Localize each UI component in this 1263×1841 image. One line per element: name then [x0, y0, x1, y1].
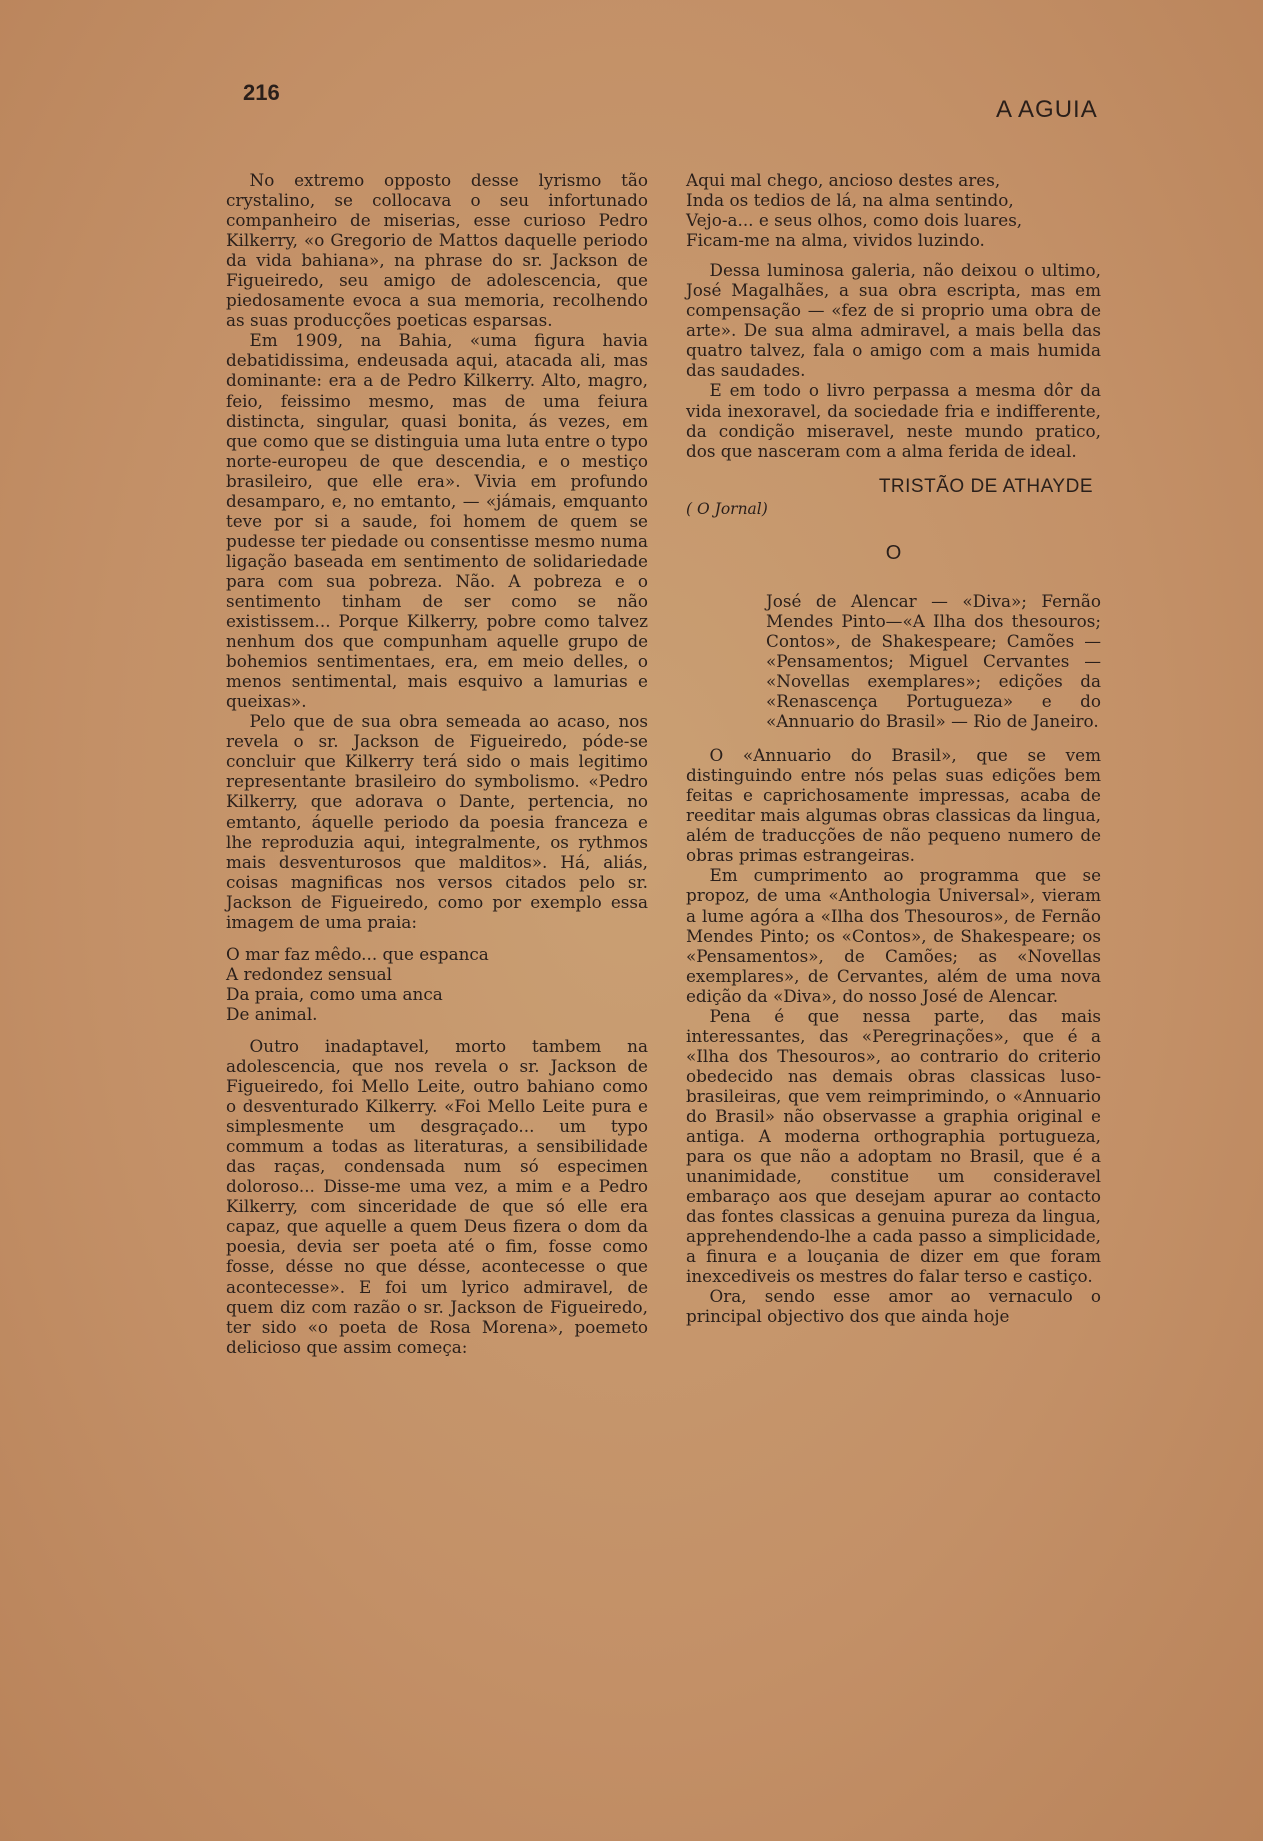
left-column: [226, 170, 648, 1357]
paragraph: Dessa luminosa galeria, não deixou o ultimo, José Magalhães, a sua obra escripta, mas em compensação — «fez de si proprio uma obra de arte». De sua alma admiravel, a mais bella das quatro talvez, fala o amigo com a mais humida das saudades.: [686, 260, 1101, 381]
verse-block: [686, 170, 1101, 250]
paragraph: No extremo opposto desse lyrismo tão crystalino, se collocava o seu infortunado companheiro de miserias, esse curioso Pedro Kilkerry, «o Gregorio de Mattos daquelle periodo da vida bahiana», na phrase do sr. Jackson de Figueiredo, seu amigo de adolescencia, que piedosamente evoca a sua memoria, recolhendo as suas producções poeticas esparsas.: [226, 170, 648, 331]
verse-line: Ficam-me na alma, vividos luzindo.: [686, 230, 985, 251]
paragraph: Outro inadaptavel, morto tambem na adolescencia, que nos revela o sr. Jackson de Figueiredo, foi Mello Leite, outro bahiano como o desventurado Kilkerry. «Foi Mello Leite pura e simplesmente um desgraçado... um typo commum a todas as literaturas, a sensibilidade das raças, condensada num só especimen doloroso... Disse-me uma vez, a mim e a Pedro Kilkerry, com sinceridade de que só elle era capaz, que aquelle a quem Deus fizera o dom da poesia, devia ser poeta até o fim, fosse como fosse, désse no que désse, acontecesse o que acontecesse». E foi um lyrico admiravel, de quem diz com razão o sr. Jackson de Figueiredo, ter sido «o poeta de Rosa Morena», poemeto delicioso que assim começa:: [226, 1035, 648, 1357]
paragraph: Ora, sendo esse amor ao vernaculo o principal objectivo dos que ainda hoje: [686, 1286, 1101, 1327]
verse-block: [226, 944, 648, 1024]
source-citation: ( O Jornal): [686, 499, 768, 518]
verse-line: Aqui mal chego, ancioso destes ares,: [686, 170, 1001, 190]
book-list: José de Alencar — «Diva»; Fernão Mendes Pinto—«A Ilha dos thesouros; Contos», de Shakespeare; Camões — «Pensamentos; Miguel Cervantes — «Novellas exemplares»; edições da «Renascença Portugueza» e do «Annuario do Brasil» — Rio de Janeiro.: [766, 590, 1101, 732]
verse-line: Vejo-a... e seus olhos, como dois luares,: [686, 210, 1023, 231]
paragraph: E em todo o livro perpassa a mesma dôr da vida inexoravel, da sociedade fria e indifferente, da condição miseravel, neste mundo pratico, dos que nasceram com a alma ferida de ideal.: [686, 380, 1101, 461]
signature: TRISTÃO DE ATHAYDE: [878, 475, 1093, 497]
paragraph: O «Annuario do Brasil», que se vem distinguindo entre nós pelas suas edições bem feitas e caprichosamente impressas, acaba de reeditar mais algumas obras classicas da lingua, além de traducções de não pequeno numero de obras primas estrangeiras.: [686, 745, 1101, 866]
paragraph: Em cumprimento ao programma que se propoz, de uma «Anthologia Universal», vieram a lume agóra a «Ilha dos Thesouros», de Fernão Mendes Pinto; os «Contos», de Shakespeare; os «Pensamentos», de Camões; as «Novellas exemplares», de Cervantes, além de uma nova edição da «Diva», do nosso José de Alencar.: [686, 865, 1101, 1006]
paragraph: Pena é que nessa parte, das mais interessantes, das «Peregrinações», que é a «Ilha dos Thesouros», ao contrario do criterio obedecido nas demais obras classicas luso-brasileiras, que vem reimprimindo, o «Annuario do Brasil» não observasse a graphia original e antiga. A moderna orthographia portugueza, para os que não a adoptam no Brasil, que é a unanimidade, constitue um consideravel embaraço aos que desejam apurar ao contacto das fontes classicas a genuina pureza da lingua, apprehendendo-lhe a cada passo a simplicidade, a finura e a louçania de dizer em que foram inexcediveis os mestres do falar terso e castiço.: [686, 1005, 1101, 1287]
section-mark: O: [885, 541, 902, 564]
verse-line: A redondez sensual: [226, 963, 393, 984]
verse-line: Inda os tedios de lá, na alma sentindo,: [686, 190, 1014, 211]
running-head: A AGUIA: [996, 96, 1098, 123]
page-number: 216: [243, 80, 280, 105]
paragraph: Em 1909, na Bahia, «uma figura havia debatidissima, endeusada aqui, atacada ali, mas dominante: era a de Pedro Kilkerry. Alto, magro, feio, feissimo mesmo, mas de uma feiura distincta, singular, quasi bonita, ás vezes, em que como que se distinguia uma luta entre o typo norte-europeu de que descendia, e o mestiço brasileiro, que elle era». Vivia em profundo desamparo, e, no emtanto, — «jámais, emquanto teve por si a saude, foi homem de quem se pudesse ter piedade ou consentisse mesmo numa ligação baseada em sentimento de solidariedade para com sua pobreza. Não. A pobreza e o sentimento tinham de ser como se não existissem... Porque Kilkerry, pobre como talvez nenhum dos que compunham aquelle grupo de bohemios sentimentaes, era, em meio delles, o menos sentimental, mais esquivo a lamurias e queixas».: [226, 330, 648, 712]
paragraph: Pelo que de sua obra semeada ao acaso, nos revela o sr. Jackson de Figueiredo, póde-se concluir que Kilkerry terá sido o mais legitimo representante brasileiro do symbolismo. «Pedro Kilkerry, que adorava o Dante, pertencia, no emtanto, áquelle periodo da poesia franceza e lhe reproduzia aqui, integralmente, os rythmos mais desventurosos que malditos». Há, aliás, coisas magnificas nos versos citados pelo sr. Jackson de Figueiredo, como por exemplo essa imagem de uma praia:: [226, 711, 648, 932]
right-column: [686, 170, 1101, 1326]
verse-line: O mar faz mêdo... que espanca: [226, 943, 489, 964]
verse-line: Da praia, como uma anca: [226, 983, 443, 1004]
verse-line: De animal.: [226, 1003, 318, 1024]
